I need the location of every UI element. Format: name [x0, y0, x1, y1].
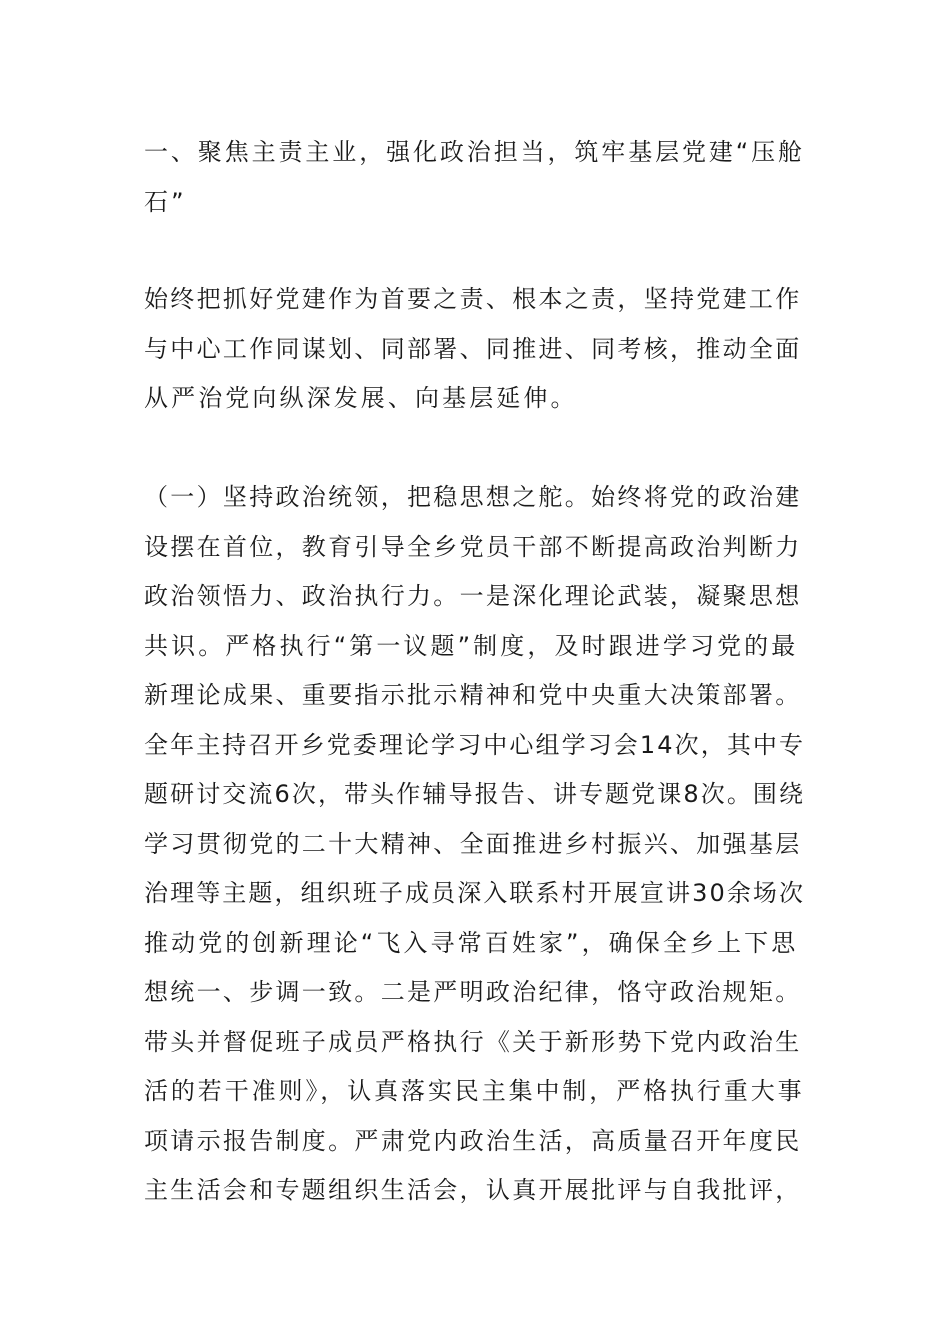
paragraph-line: 与中心工作同谋划、同部署、同推进、同考核，推动全面 — [144, 334, 802, 363]
paragraph-line: 活的若干准则》，认真落实民主集中制，严格执行重大事 — [144, 1077, 805, 1105]
paragraph-line: 题研讨交流6次，带头作辅导报告、讲专题党课8次。围绕 — [144, 780, 806, 808]
paragraph-line: 推动党的创新理论“飞入寻常百姓家”，确保全乡上下思 — [144, 928, 799, 957]
paragraph-line: 共识。严格执行“第一议题”制度，及时跟进学习党的最 — [144, 631, 799, 660]
subsection-paragraph — [144, 473, 806, 1216]
paragraph-line: 始终把抓好党建作为首要之责、根本之责，坚持党建工作 — [144, 285, 802, 313]
paragraph-line: （一）坚持政治统领，把稳思想之舵。始终将党的政治建 — [144, 483, 802, 511]
paragraph-line: 主生活会和专题组织生活会，认真开展批评与自我批评， — [144, 1176, 802, 1204]
paragraph-line: 带头并督促班子成员严格执行《关于新形势下党内政治生 — [144, 1027, 802, 1056]
heading-line: 石” — [144, 187, 187, 216]
intro-paragraph — [144, 275, 806, 424]
paragraph-line: 政治领悟力、政治执行力。一是深化理论武装，凝聚思想 — [144, 582, 802, 610]
paragraph-line: 从严治党向纵深发展、向基层延伸。 — [144, 384, 578, 412]
paragraph-line: 全年主持召开乡党委理论学习中心组学习会14次，其中专 — [144, 730, 806, 759]
paragraph-line: 新理论成果、重要指示批示精神和党中央重大决策部署。 — [144, 681, 802, 709]
paragraph-line: 项请示报告制度。严肃党内政治生活，高质量召开年度民 — [144, 1126, 802, 1155]
paragraph-line: 设摆在首位，教育引导全乡党员干部不断提高政治判断力 — [144, 532, 802, 561]
paragraph-line: 学习贯彻党的二十大精神、全面推进乡村振兴、加强基层 — [144, 829, 802, 858]
paragraph-line: 想统一、步调一致。二是严明政治纪律，恪守政治规矩。 — [144, 978, 802, 1006]
paragraph-line: 治理等主题，组织班子成员深入联系村开展宣讲30余场次 — [144, 879, 806, 907]
section-heading — [144, 128, 806, 227]
heading-line: 一、聚焦主责主业，强化政治担当，筑牢基层党建“压舱 — [144, 138, 805, 166]
